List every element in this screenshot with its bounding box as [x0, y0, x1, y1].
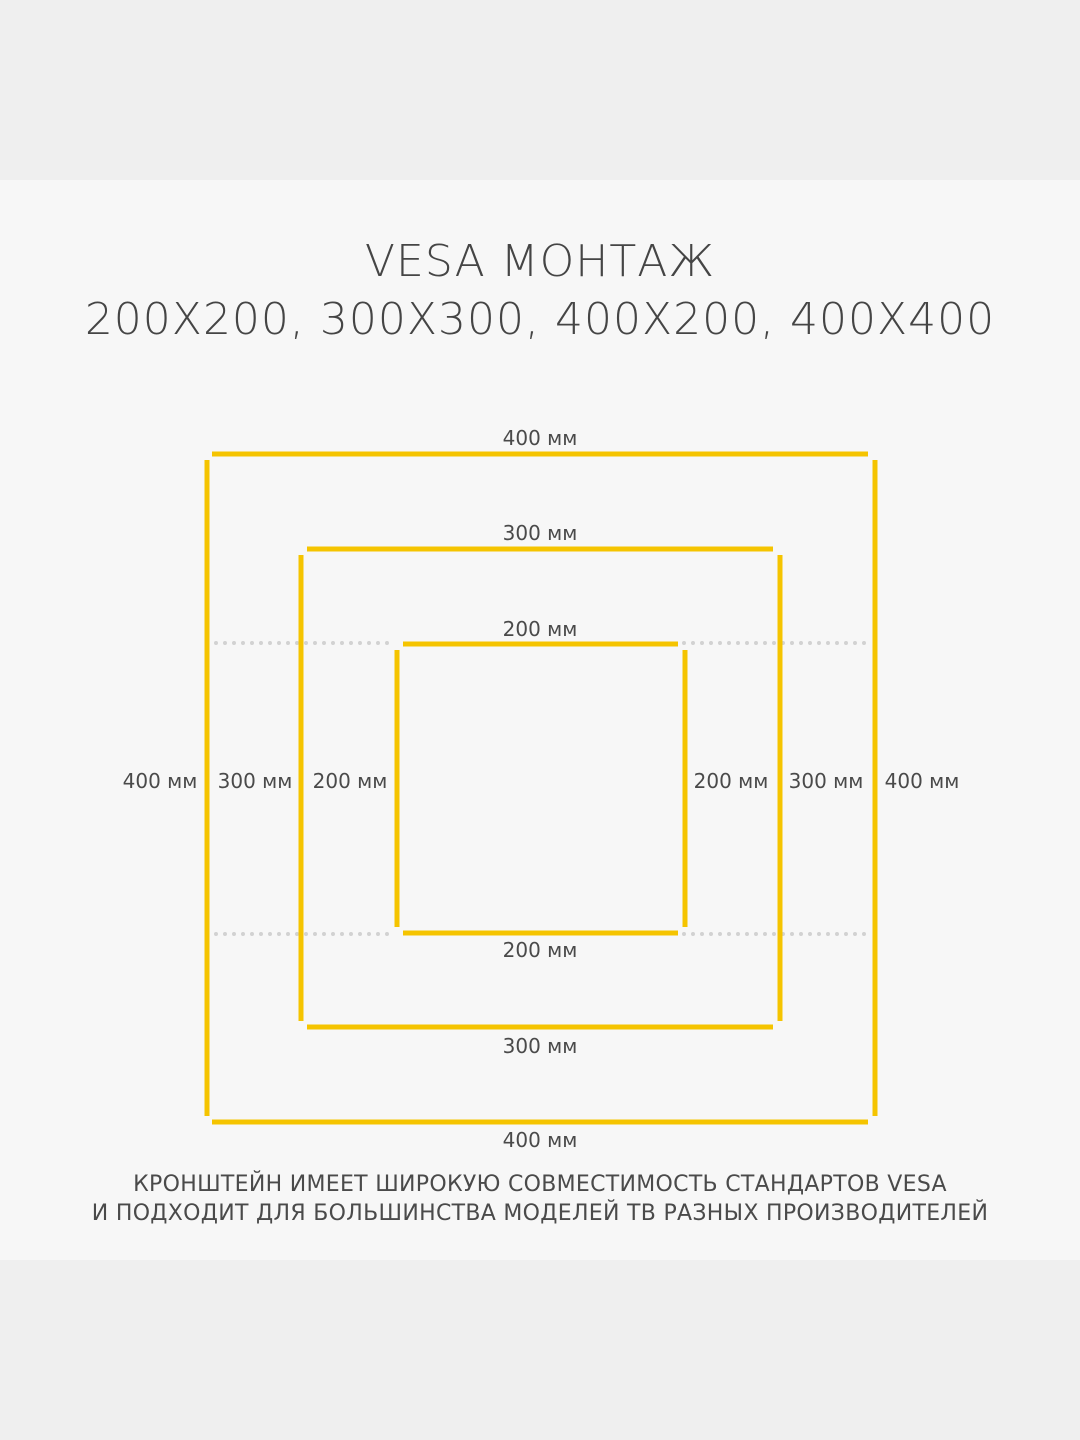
inner-top-label: 200 мм — [502, 617, 578, 641]
title-line-1: VESA МОНТАЖ — [364, 236, 716, 287]
compatibility-note — [0, 1170, 1080, 1228]
outer-left-label: 400 мм — [122, 769, 198, 793]
middle-top-label: 300 мм — [502, 521, 578, 545]
middle-bottom-label: 300 мм — [502, 1034, 578, 1058]
inner-left-label: 200 мм — [312, 769, 388, 793]
outer-top-label: 400 мм — [502, 426, 578, 450]
inner-bottom-label: 200 мм — [502, 938, 578, 962]
middle-left-label: 300 мм — [217, 769, 293, 793]
middle-right-label: 300 мм — [788, 769, 864, 793]
inner-right-label: 200 мм — [693, 769, 769, 793]
outer-right-label: 400 мм — [884, 769, 960, 793]
outer-bottom-label: 400 мм — [502, 1128, 578, 1152]
footer-line-1: КРОНШТЕЙН ИМЕЕТ ШИРОКУЮ СОВМЕСТИМОСТЬ СТАНДАРТОВ VESA — [133, 1172, 947, 1197]
footer-line-2: И ПОДХОДИТ ДЛЯ БОЛЬШИНСТВА МОДЕЛЕЙ ТВ РАЗНЫХ ПРОИЗВОДИТЕЛЕЙ — [91, 1201, 989, 1226]
title-line-2: 200X200, 300X300, 400X200, 400X400 — [84, 294, 996, 345]
